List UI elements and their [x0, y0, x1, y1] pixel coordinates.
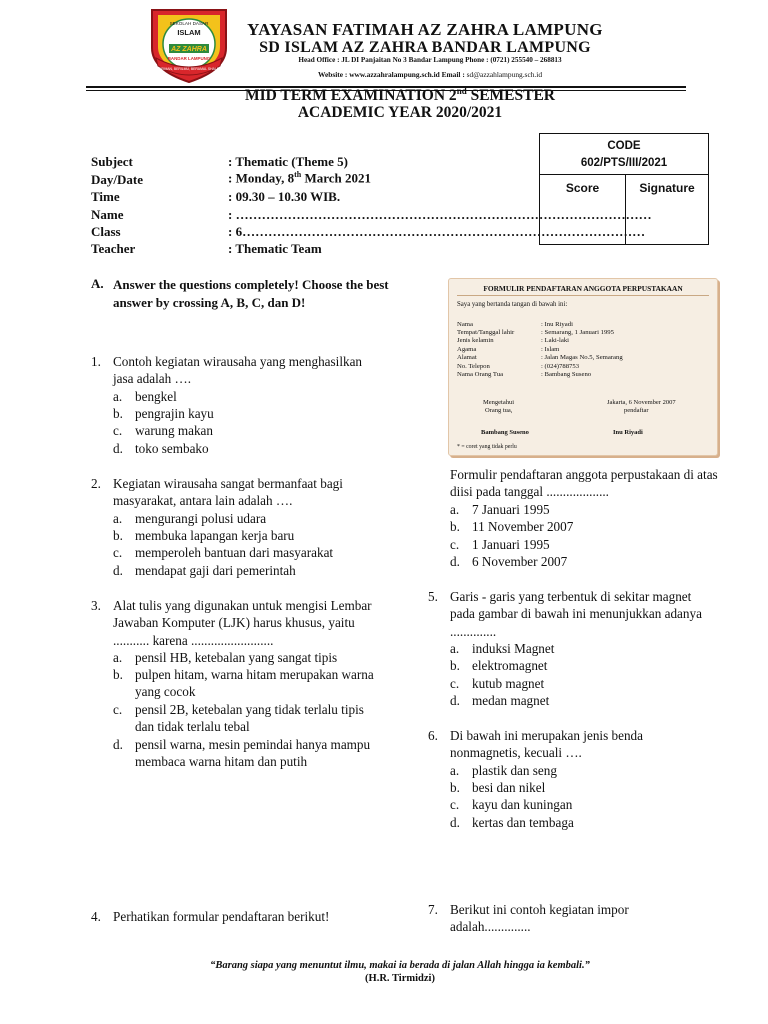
date-value-main: : Monday, 8: [228, 170, 295, 186]
form-row-value: : Semarang, 1 Januari 1995: [541, 329, 614, 336]
q6-option-d[interactable]: d. kertas dan tembaga: [450, 815, 574, 830]
name-label: Name: [91, 207, 124, 222]
section-a-instructions: Answer the questions completely! Choose the best answer by crossing A, B, C, dan D!: [113, 277, 389, 310]
foundation-name: YAYASAN FATIMAH AZ ZAHRA LAMPUNG: [247, 20, 603, 39]
form-left-name: Bambang Suseno: [481, 429, 529, 436]
q3-option-c[interactable]: c. pensil 2B, ketebalan yang tidak terlalu tipis dan tidak terlalu tebal: [113, 702, 364, 735]
q6-option-b[interactable]: b. besi dan nikel: [450, 780, 546, 795]
form-row-value: : Islam: [541, 346, 560, 353]
q3-option-b[interactable]: b. pulpen hitam, warna hitam merupakan warna yang cocok: [113, 667, 374, 700]
teacher-value: : Thematic Team: [228, 241, 322, 256]
class-field[interactable]: : 6…………………………………………………………………………………: [228, 224, 646, 239]
name-field[interactable]: : ……………………………………………………………………………………: [228, 207, 652, 222]
form-row-value: : Bambang Suseno: [541, 371, 592, 378]
exam-title-end: SEMESTER: [466, 87, 555, 105]
section-a-letter: A.: [91, 276, 104, 291]
q4-option-b[interactable]: b. 11 November 2007: [450, 519, 574, 534]
q5-text: Garis - garis yang terbentuk di sekitar magnet pada gambar di bawah ini menunjukkan adanya ..............: [450, 589, 702, 639]
form-divider: [457, 295, 709, 296]
form-row-label: Tempat/Tanggal lahir: [457, 329, 515, 336]
subject-value: : Thematic (Theme 5): [228, 154, 348, 169]
q6-option-a[interactable]: a. plastik dan seng: [450, 763, 557, 778]
q5-option-a[interactable]: a. induksi Magnet: [450, 641, 555, 656]
q5-option-d[interactable]: d. medan magnet: [450, 693, 550, 708]
form-intro: Saya yang bertanda tangan di bawah ini:: [457, 301, 568, 308]
form-right-sign-2: pendaftar: [624, 407, 649, 414]
form-row-label: Nama Orang Tua: [457, 371, 504, 378]
q3-text: Alat tulis yang digunakan untuk mengisi Lembar Jawaban Komputer (LJK) harus khusus, yaitu ........... karena .........................: [113, 598, 372, 648]
q7-number: 7.: [428, 902, 438, 917]
code-label: CODE: [607, 140, 641, 152]
email-link[interactable]: sd@azzahlampung.sch.id: [466, 70, 543, 79]
form-title: FORMULIR PENDAFTARAN ANGGOTA PERPUSTAKAAN: [483, 284, 683, 293]
q3-number: 3.: [91, 598, 101, 613]
q6-option-c[interactable]: c. kayu dan kuningan: [450, 797, 573, 812]
signature-cell: Signature: [639, 181, 695, 195]
form-row-label: Alamat: [457, 354, 477, 361]
subject-label: Subject: [91, 154, 133, 169]
q4-continuation-text: Formulir pendaftaran anggota perpustakaan di atas diisi pada tanggal ...................: [450, 467, 718, 500]
form-row-value: : Laki-laki: [541, 337, 570, 344]
q2-option-d[interactable]: d. mendapat gaji dari pemerintah: [113, 563, 296, 578]
time-value: : 09.30 – 10.30 WIB.: [228, 189, 341, 204]
score-cell: Score: [540, 175, 626, 244]
form-row-label: Agama: [457, 346, 477, 353]
q6-number: 6.: [428, 728, 438, 743]
q4-option-c[interactable]: c. 1 Januari 1995: [450, 537, 550, 552]
code-value: 602/PTS/III/2021: [580, 157, 668, 169]
code-score-box: [539, 133, 709, 245]
q2-option-b[interactable]: b. membuka lapangan kerja baru: [113, 528, 295, 543]
form-row-value: : (024)788753: [541, 363, 580, 370]
form-note: * = coret yang tidak perlu: [457, 444, 517, 450]
q4-option-d[interactable]: d. 6 November 2007: [450, 554, 568, 569]
q7-text: Berikut ini contoh kegiatan impor adalah..............: [450, 902, 629, 935]
office-address: Head Office : JL DI Panjaitan No 3 Bandar Lampung Phone : (0721) 255540 – 268813: [298, 56, 562, 64]
q1-option-d[interactable]: d. toko sembako: [113, 441, 209, 456]
q4-option-a[interactable]: a. 7 Januari 1995: [450, 502, 550, 517]
time-label: Time: [91, 189, 120, 204]
contact-line: [250, 70, 610, 79]
form-row-label: Nama: [457, 321, 473, 328]
date-value-end: March 2021: [301, 170, 372, 186]
q1-option-c[interactable]: c. warung makan: [113, 423, 213, 438]
footer-source: (H.R. Tirmidzi): [365, 973, 435, 984]
form-row-value: : Jalan Magas No.5, Semarang: [541, 354, 623, 361]
website-link[interactable]: www.azzahralampung.sch.id: [349, 70, 440, 79]
logo-text-3: AZ ZAHRA: [171, 46, 207, 53]
form-row-label: No. Telepon: [457, 363, 490, 370]
library-registration-form: [448, 278, 718, 456]
q2-text: Kegiatan wirausaha sangat bermanfaat bagi masyarakat, antara lain adalah ….: [113, 476, 343, 509]
website-label: Website :: [317, 70, 348, 79]
code-cell: [540, 134, 708, 175]
q3-option-d[interactable]: d. pensil warna, mesin pemindai hanya mampu membaca warna hitam dan putih: [113, 737, 371, 770]
q3-option-a[interactable]: a. pensil HB, ketebalan yang sangat tipis: [113, 650, 338, 665]
class-label: Class: [91, 224, 121, 239]
form-right-name: Inu Riyadi: [613, 429, 643, 436]
q2-option-c[interactable]: c. memperoleh bantuan dari masyarakat: [113, 545, 334, 560]
logo-text-5: BERIMAN, BERILMU, BERAMAL SHALEH: [156, 67, 222, 71]
q1-text: Contoh kegiatan wirausaha yang menghasilkan jasa adalah ….: [113, 354, 363, 387]
form-left-sign-1: Mengetahui: [483, 399, 515, 406]
q2-option-a[interactable]: a. mengurangi polusi udara: [113, 511, 267, 526]
q4-text: Perhatikan formular pendaftaran berikut!: [113, 909, 330, 924]
academic-year: ACADEMIC YEAR 2020/2021: [297, 104, 503, 121]
logo-text-1: SEKOLAH DASAR: [169, 21, 209, 26]
q1-number: 1.: [91, 354, 101, 369]
q5-number: 5.: [428, 589, 438, 604]
form-row-label: Jenis kelamin: [457, 337, 494, 344]
school-name: SD ISLAM AZ ZAHRA BANDAR LAMPUNG: [259, 39, 591, 56]
q5-option-c[interactable]: c. kutub magnet: [450, 676, 545, 691]
exam-title: [200, 86, 600, 105]
date-label: Day/Date: [91, 172, 143, 187]
q6-text: Di bawah ini merupakan jenis benda nonmagnetis, kecuali ….: [450, 728, 643, 761]
logo-text-2: ISLAM: [177, 28, 201, 37]
q5-option-b[interactable]: b. elektromagnet: [450, 658, 548, 673]
form-right-sign-1: Jakarta, 6 November 2007: [607, 399, 676, 406]
school-logo: [146, 4, 232, 84]
footer-quote: “Barang siapa yang menuntut ilmu, makai ia berada di jalan Allah hingga ia kembali.”: [210, 960, 590, 971]
exam-title-sup: nd: [456, 86, 467, 96]
date-value: [228, 170, 371, 186]
teacher-label: Teacher: [91, 241, 136, 256]
q2-number: 2.: [91, 476, 101, 491]
email-label: Email :: [441, 70, 465, 79]
exam-title-main: MID TERM EXAMINATION 2: [244, 87, 457, 105]
form-left-sign-2: Orang tua,: [485, 407, 513, 414]
q1-option-b[interactable]: b. pengrajin kayu: [113, 406, 214, 421]
form-row-value: : Inu Riyadi: [541, 321, 573, 328]
q1-option-a[interactable]: a. bengkel: [113, 389, 177, 404]
q4-number: 4.: [91, 909, 101, 924]
logo-text-4: BANDAR LAMPUNG: [167, 56, 211, 61]
date-value-sup: th: [294, 170, 302, 179]
